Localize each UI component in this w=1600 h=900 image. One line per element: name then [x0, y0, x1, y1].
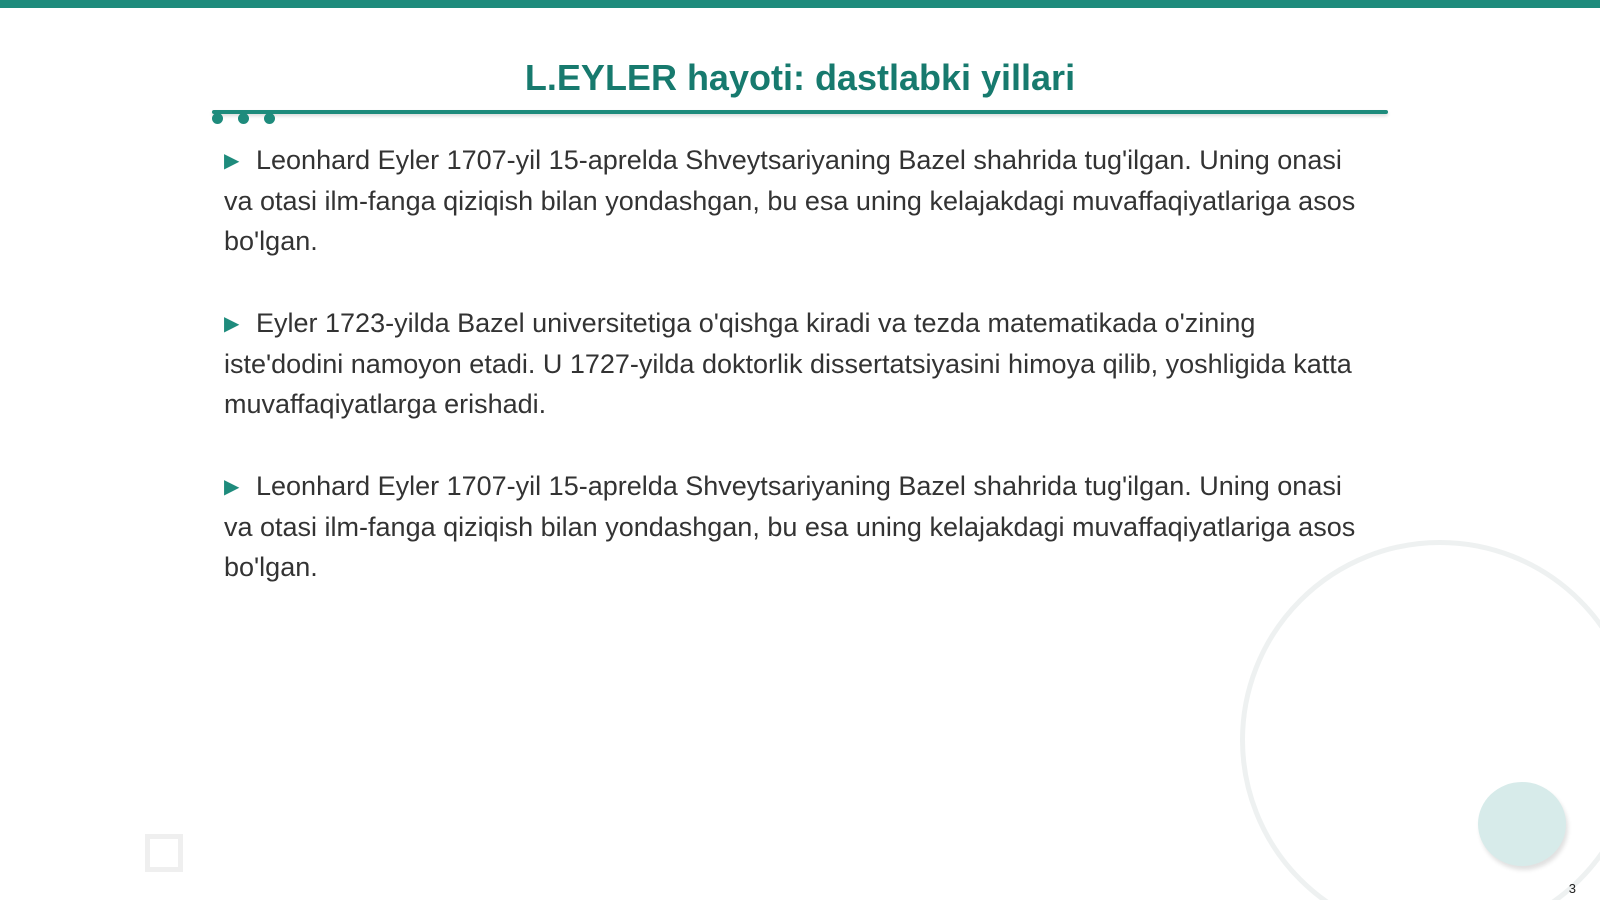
paragraph-text: Leonhard Eyler 1707-yil 15-aprelda Shveytsariyaning Bazel shahrida tug'ilgan. Uning onasi va otasi ilm-fanga qiziqish bilan yondashgan, bu esa uning kelajakdagi muvaffaqiyatlariga asos bo'lgan.: [224, 145, 1356, 256]
bullet-list: [224, 140, 1364, 629]
dot-icon: [238, 113, 249, 124]
bullet-paragraph-3: [224, 466, 1364, 587]
underline-dots: [212, 113, 275, 124]
triangle-bullet-icon: ▶: [224, 313, 240, 335]
decorative-circle: [1478, 782, 1566, 866]
paragraph-text: Eyler 1723-yilda Bazel universitetiga o'qishga kiradi va tezda matematikada o'zining iste'dodini namoyon etadi. U 1727-yilda doktorlik dissertatsiyasini himoya qilib, yoshligida katta muvaffaqiyatlarga erishadi.: [224, 308, 1352, 419]
top-accent-bar: [0, 0, 1600, 8]
bullet-paragraph-2: [224, 303, 1364, 424]
slide-title: L.EYLER hayoti: dastlabki yillari: [524, 57, 1076, 98]
bullet-paragraph-1: [224, 140, 1364, 261]
dot-icon: [212, 113, 223, 124]
paragraph-text: Leonhard Eyler 1707-yil 15-aprelda Shveytsariyaning Bazel shahrida tug'ilgan. Uning onasi va otasi ilm-fanga qiziqish bilan yondashgan, bu esa uning kelajakdagi muvaffaqiyatlariga asos bo'lgan.: [224, 471, 1356, 582]
triangle-bullet-icon: ▶: [224, 476, 240, 498]
title-underline: [212, 110, 1388, 114]
decorative-square: [145, 834, 183, 872]
page-number: 3: [1568, 881, 1576, 896]
dot-icon: [264, 113, 275, 124]
triangle-bullet-icon: ▶: [224, 150, 240, 172]
